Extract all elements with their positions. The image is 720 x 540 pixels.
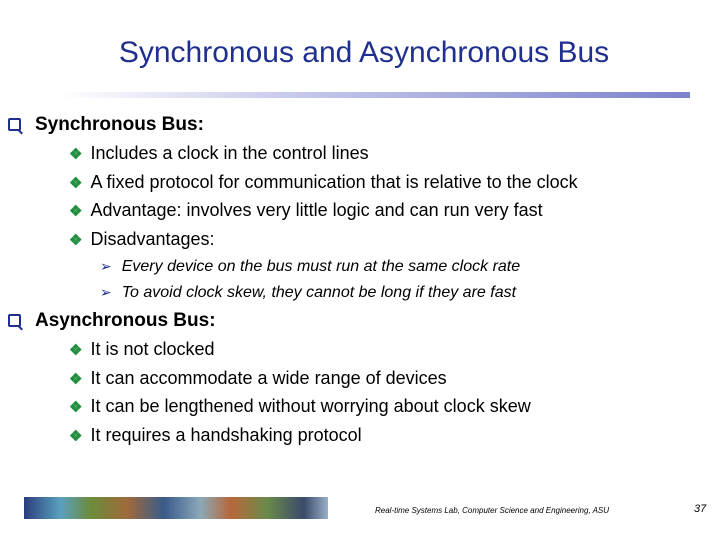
diamond-bullet-icon: ❖ [69, 232, 83, 249]
arrow-bullet-icon: ➢ [100, 284, 112, 300]
bullet-item: ❖ It is not clocked [69, 339, 215, 359]
diamond-bullet-icon: ❖ [69, 203, 83, 220]
square-bullet-icon [8, 118, 21, 131]
slide-title: Synchronous and Asynchronous Bus [118, 36, 610, 69]
section-heading-asynchronous: Asynchronous Bus: [8, 310, 216, 332]
diamond-bullet-icon: ❖ [69, 399, 83, 416]
page-number: 37 [694, 503, 707, 515]
section-heading-synchronous: Synchronous Bus: [8, 114, 204, 136]
title-divider [60, 92, 690, 98]
bullet-item: ❖ Advantage: involves very little logic and can run very fast [69, 200, 543, 220]
diamond-bullet-icon: ❖ [69, 371, 83, 388]
square-bullet-icon [8, 314, 21, 327]
diamond-bullet-icon: ❖ [69, 146, 83, 163]
bullet-item: ❖ It can be lengthened without worrying about clock skew [69, 396, 531, 416]
footer-text: Real-time Systems Lab, Computer Science and Engineering, ASU [375, 506, 610, 515]
bullet-item: ❖ A fixed protocol for communication that is relative to the clock [69, 172, 578, 192]
bullet-item: ❖ Disadvantages: [69, 229, 215, 249]
diamond-bullet-icon: ❖ [69, 428, 83, 445]
diamond-bullet-icon: ❖ [69, 342, 83, 359]
subbullet-item: ➢ To avoid clock skew, they cannot be long if they are fast [100, 284, 517, 301]
diamond-bullet-icon: ❖ [69, 175, 83, 192]
bullet-item: ❖ Includes a clock in the control lines [69, 143, 369, 163]
bullet-item: ❖ It can accommodate a wide range of devices [69, 368, 447, 388]
arrow-bullet-icon: ➢ [100, 258, 112, 274]
bullet-item: ❖ It requires a handshaking protocol [69, 425, 362, 445]
footer-banner-image [24, 497, 328, 519]
subbullet-item: ➢ Every device on the bus must run at the same clock rate [100, 258, 521, 275]
